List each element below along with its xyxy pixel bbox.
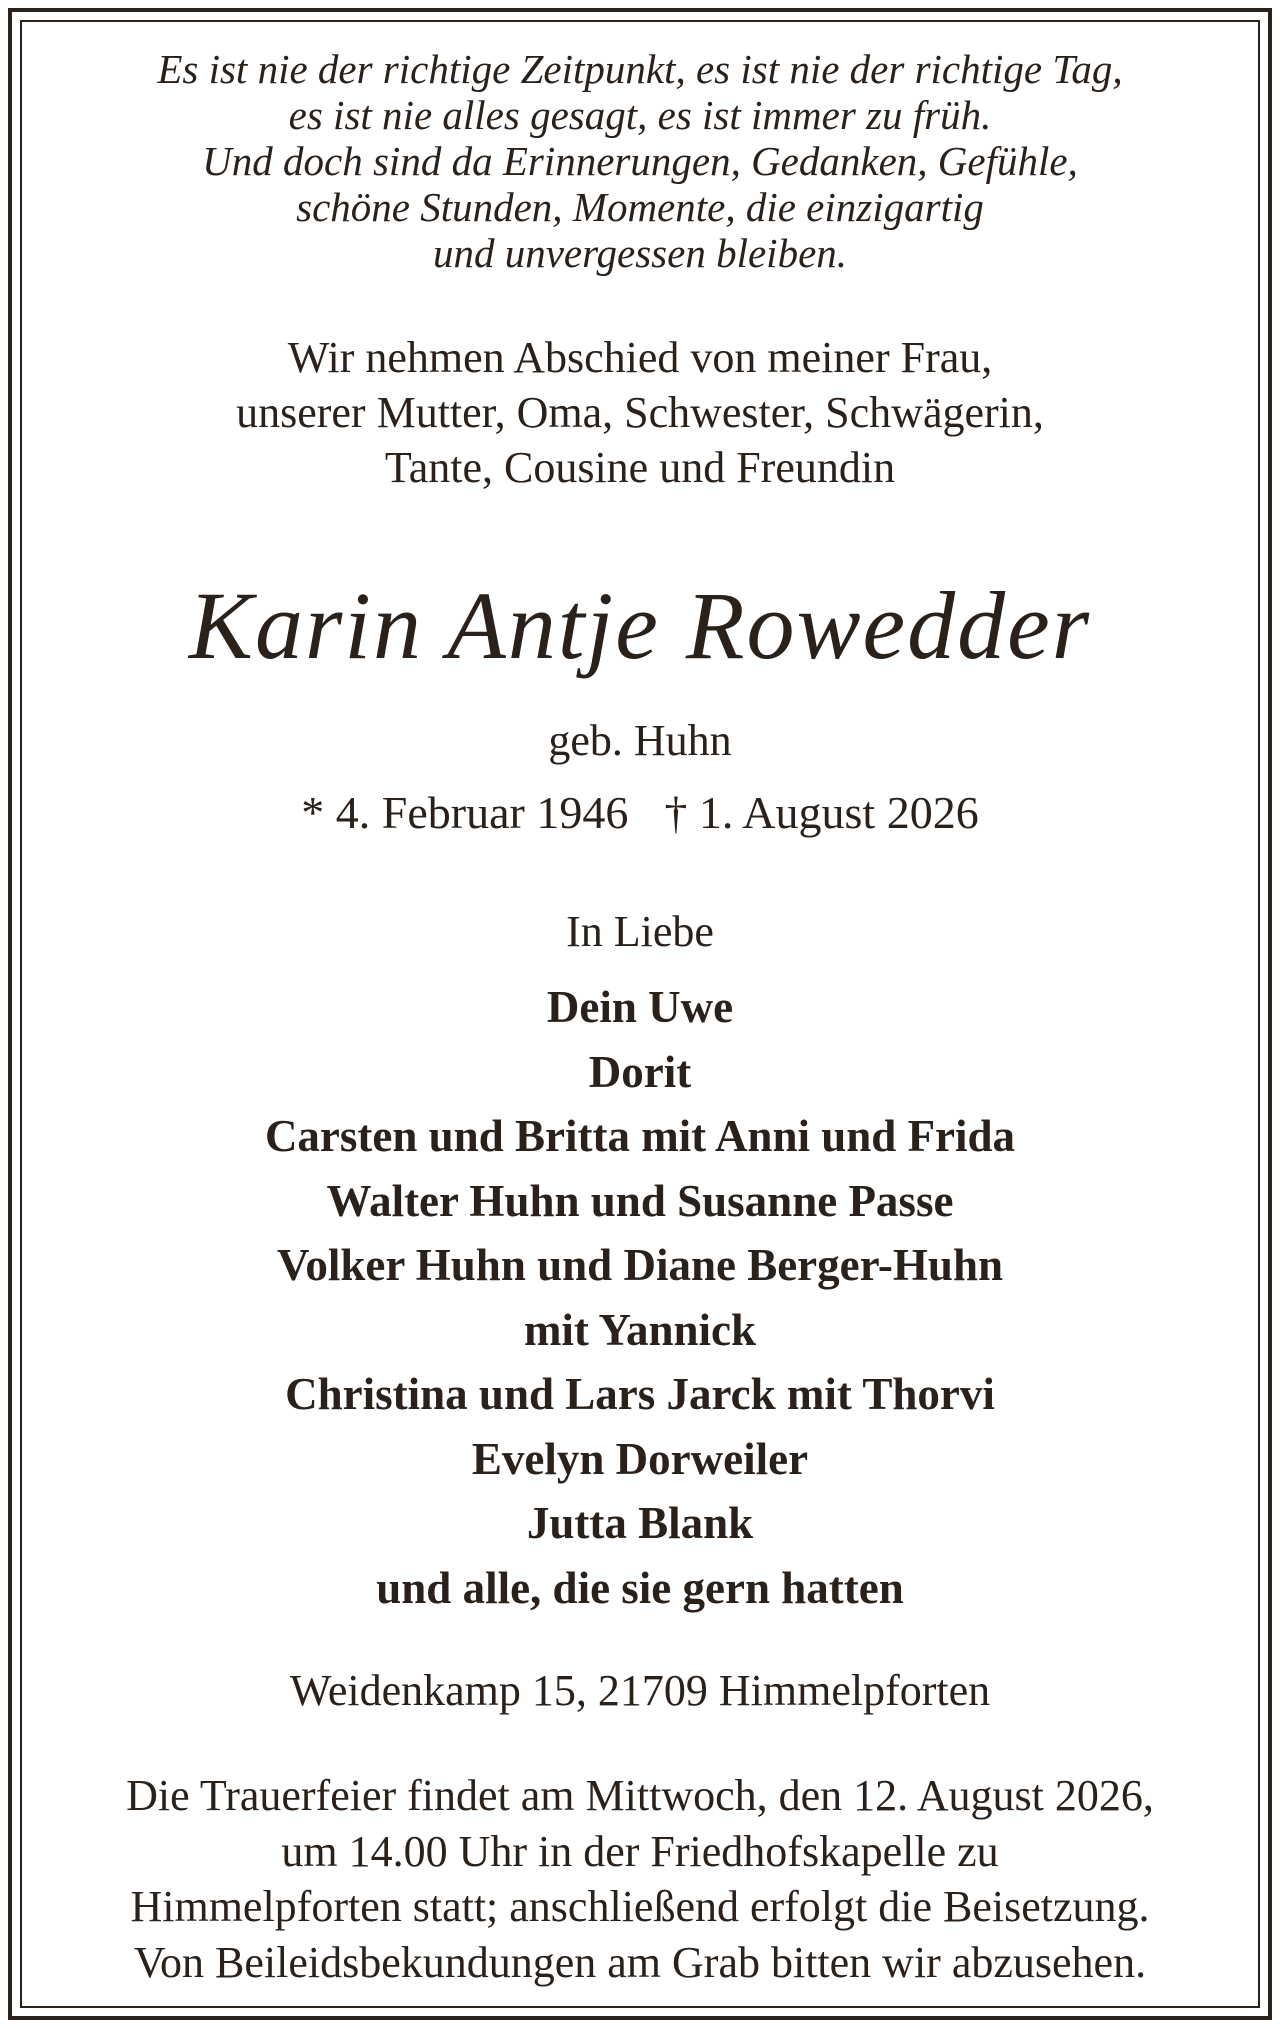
mourner-line: mit Yannick: [523, 1304, 757, 1355]
mourner-line: Carsten und Britta mit Anni und Frida: [264, 1111, 1016, 1161]
mourners-intro: In Liebe: [566, 907, 714, 956]
ceremony-line: Himmelpforten statt; anschließend erfolgt die Beisetzung.: [130, 1882, 1150, 1931]
mourner-line: Evelyn Dorweiler: [471, 1433, 809, 1484]
mourner-line: und alle, die sie gern hatten: [376, 1562, 904, 1613]
intro-line: unserer Mutter, Oma, Schwester, Schwägerin,: [236, 388, 1044, 437]
farewell-intro: [20, 330, 1260, 495]
mourner-line: Dorit: [588, 1046, 692, 1097]
poem-line: es ist nie alles gesagt, es ist immer zu früh.: [288, 92, 992, 138]
mourners-list: [20, 975, 1260, 1620]
intro-line: Tante, Cousine und Freundin: [384, 443, 896, 492]
intro-line: Wir nehmen Abschied von meiner Frau,: [287, 333, 993, 382]
life-dates: [20, 784, 1260, 842]
deceased-name: Karin Antje Rowedder: [188, 572, 1092, 679]
ceremony-info: [20, 1768, 1260, 1990]
ceremony-line: Von Beileidsbekundungen am Grab bitten wir abzusehen.: [133, 1937, 1147, 1987]
death-date: † 1. August 2026: [664, 787, 979, 838]
mourner-line: Dein Uwe: [546, 982, 734, 1032]
mourner-line: Volker Huhn und Diane Berger-Huhn: [277, 1240, 1003, 1290]
mourner-line: Walter Huhn und Susanne Passe: [326, 1175, 954, 1226]
poem-line: Und doch sind da Erinnerungen, Gedanken, Gefühle,: [202, 138, 1078, 184]
obituary-notice: [20, 20, 1260, 2008]
ceremony-line: um 14.00 Uhr in der Friedhofskapelle zu: [281, 1826, 999, 1876]
poem-line: und unvergessen bleiben.: [432, 230, 848, 276]
birth-date: * 4. Februar 1946: [301, 787, 629, 838]
poem-line: Es ist nie der richtige Zeitpunkt, es ist nie der richtige Tag,: [157, 46, 1123, 92]
family-address: Weidenkamp 15, 21709 Himmelpforten: [289, 1666, 991, 1715]
poem-line: schöne Stunden, Momente, die einzigartig: [296, 184, 984, 230]
memorial-poem: [20, 46, 1260, 276]
birth-name: geb. Huhn: [548, 716, 732, 765]
mourner-line: Christina und Lars Jarck mit Thorvi: [285, 1369, 995, 1419]
mourner-line: Jutta Blank: [526, 1498, 754, 1548]
ceremony-line: Die Trauerfeier findet am Mittwoch, den 12. August 2026,: [126, 1771, 1154, 1820]
